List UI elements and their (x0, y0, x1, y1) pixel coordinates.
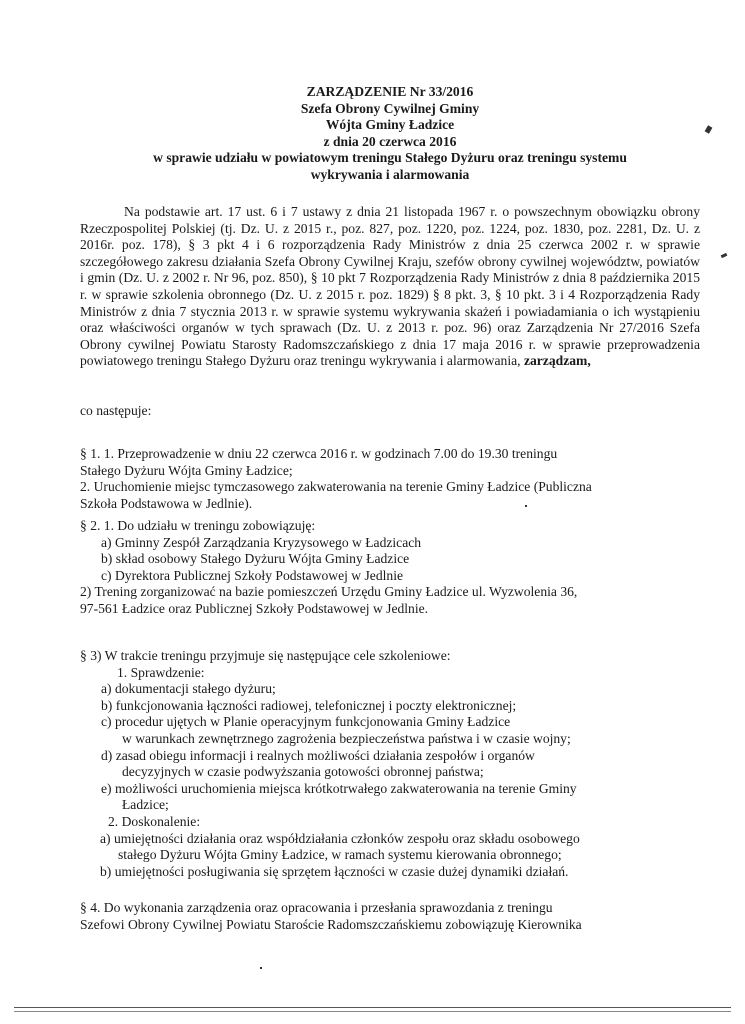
section-1-point-2: 2. Uruchomienie miejsc tymczasowego zakwaterowania na terenie Gminy Ładzice (Publiczna (80, 479, 592, 495)
section-2-item-a: a) Gminny Zespół Zarządzania Kryzysowego w Ładzicach (101, 534, 422, 550)
section-1 (80, 446, 700, 512)
section-3-item-b: b) funkcjonowania łączności radiowej, telefonicznej i poczty elektronicznej; (101, 697, 517, 713)
section-3-item-c: c) procedur ujętych w Planie operacyjnym funkcjonowania Gminy Ładzice (101, 714, 511, 730)
section-3-item-c-cont: w warunkach zewnętrznego zagrożenia bezpieczeństwa państwa i w czasie wojny; (122, 730, 571, 746)
header-issuer-name: Wójta Gminy Ładzice (325, 117, 455, 132)
section-1-point-1: § 1. 1. Przeprowadzenie w dniu 22 czerwca 2016 r. w godzinach 7.00 do 19.30 treningu (80, 446, 558, 461)
section-4-line-1: § 4. Do wykonania zarządzenia oraz opracowania i przesłania sprawozdania z treningu (80, 900, 553, 915)
section-3-item-a: a) dokumentacji stałego dyżuru; (101, 681, 276, 697)
section-2-point-2-cont: 97-561 Ładzice oraz Publicznej Szkoły Podstawowej w Jedlnie. (80, 600, 429, 616)
section-3 (80, 648, 700, 880)
section-3-item-d-cont: decyzyjnych w czasie podwyższania gotowości obronnej państwa; (122, 764, 484, 780)
section-4-line-2: Szefowi Obrony Cywilnej Powiatu Staroście Radomszczańskiemu zobowiązuję Kierownika (80, 916, 582, 932)
section-3-item-d: d) zasad obiegu informacji i realnych możliwości działania zespołów i organów (101, 747, 535, 763)
preamble-paragraph (80, 204, 700, 370)
section-3-item-e-cont: Ładzice; (122, 797, 169, 813)
section-1-point-2-cont: Szkoła Podstawowa w Jedlnie). (80, 495, 253, 511)
header-issuer: Szefa Obrony Cywilnej Gminy (300, 100, 480, 116)
preamble-text: Na podstawie art. 17 ust. 6 i 7 ustawy z dnia 21 listopada 1967 r. o powszechnym obowiązku obrony Rzeczpospolitej Polskiej (tj. Dz. U. z 2015 r., poz. 827, poz. 1220, poz. 1224, poz. 1830, poz. 2281, Dz. U. z 2016r. poz. 178), § 3 pkt 4 i 6 rozporządzenia Rady Ministrów z dnia 25 czerwca 2002 r. w sprawie szczegółowego zakresu działania Szefa Obrony Cywilnej Kraju, szefów obrony cywilnej województw, powiatów i gmin (Dz. U. z 2002 r. Nr 96, poz. 850), § 10 pkt 7 Rozporządzenia Rady Ministrów z dnia 8 października 2015 r. w sprawie szkolenia obronnego (Dz. U. z 2015 r. poz. 1829) § 8 pkt. 3, § 10 pkt. 3 i 4 Rozporządzenia Rady Ministrów z dnia 7 stycznia 2013 r. w sprawie systemu wykrywania skażeń i powiadamiania o ich wystąpieniu oraz właściwości organów w tych sprawach (Dz. U. z 2013 r. poz. 96) oraz Zarządzenia Nr 27/2016 Szefa Obrony cywilnej Powiatu Starosty Radomszczańskiego z dnia 17 maja 2016 r. w sprawie przeprowadzenia powiatowego treningu Stałego Dyżuru oraz treningu wykrywania i alarmowania, (80, 204, 700, 369)
section-3-sub-1: 1. Sprawdzenie: (117, 664, 205, 680)
section-3-item-a2: a) umiejętności działania oraz współdziałania członków zespołu oraz składu osobowego (100, 830, 580, 846)
header-subject-line-2: wykrywania i alarmowania (310, 166, 470, 182)
scan-bottom-edge (14, 1011, 731, 1012)
section-3-sub-2: 2. Doskonalenie: (108, 813, 201, 829)
header-title: ZARZĄDZENIE Nr 33/2016 (306, 84, 474, 99)
scan-mark (705, 125, 713, 134)
section-2-point-2: 2) Trening zorganizować na bazie pomieszczeń Urzędu Gminy Ładzice ul. Wyzwolenia 36, (80, 584, 578, 600)
section-3-intro: § 3) W trakcie treningu przyjmuje się następujące cele szkoleniowe: (80, 648, 451, 663)
scan-bottom-edge (14, 1007, 731, 1008)
header-date: z dnia 20 czerwca 2016 (323, 133, 457, 149)
scan-mark (525, 505, 527, 507)
section-2-item-c: c) Dyrektora Publicznej Szkoły Podstawowej w Jedlnie (101, 567, 404, 583)
section-2 (80, 518, 700, 618)
section-3-item-b2: b) umiejętności posługiwania się sprzętem łączności w czasie dużej dynamiki działań. (100, 863, 569, 879)
section-1-point-1-cont: Stałego Dyżuru Wójta Gminy Ładzice; (80, 462, 293, 478)
section-3-item-a2-cont: stałego Dyżuru Wójta Gminy Ładzice, w ramach systemu kierowania obronnego; (118, 847, 562, 863)
scan-mark (721, 253, 728, 258)
document-header (80, 84, 700, 183)
section-2-intro: § 2. 1. Do udziału w treningu zobowiązuję: (80, 518, 316, 533)
preamble-last-line (80, 403, 700, 420)
section-2-item-b: b) skład osobowy Stałego Dyżuru Wójta Gminy Ładzice (101, 551, 410, 567)
scan-mark (260, 967, 262, 969)
header-subject-line-1: w sprawie udziału w powiatowym treningu Stałego Dyżuru oraz treningu systemu (153, 150, 627, 165)
section-3-item-e: e) możliwości uruchomienia miejsca krótkotrwałego zakwaterowania na terenie Gminy (101, 780, 577, 796)
preamble-closing: co następuje: (80, 403, 152, 418)
section-4 (80, 900, 700, 933)
preamble-bold-word: zarządzam, (523, 353, 591, 369)
